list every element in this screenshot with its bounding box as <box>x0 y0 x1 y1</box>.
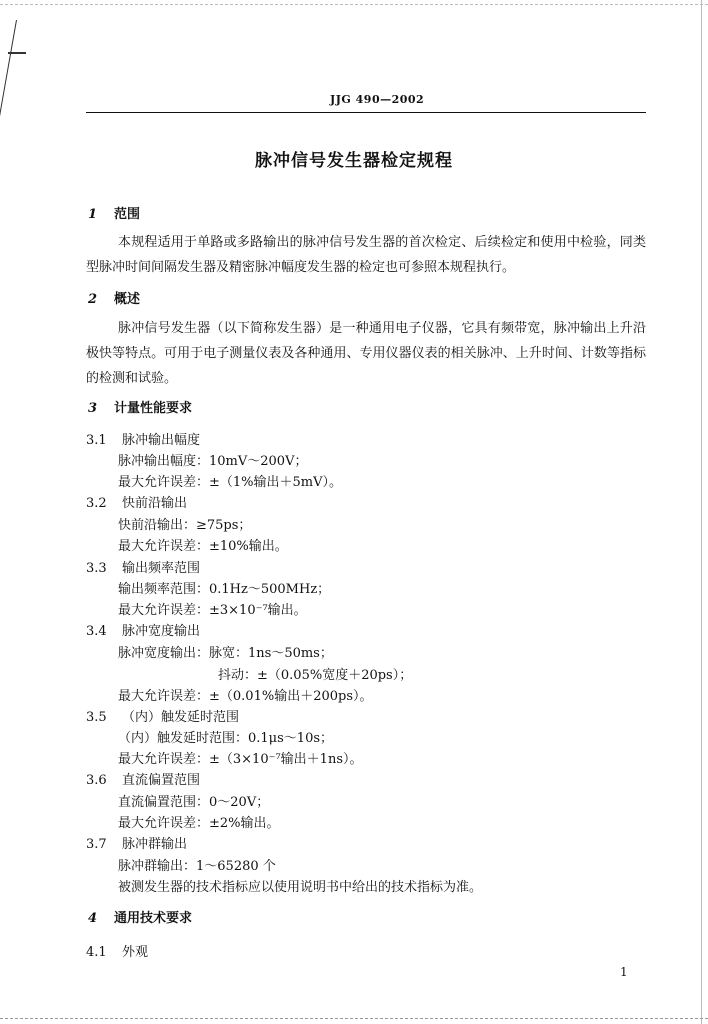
item-line: （内）触发延时范围：0.1μs～10s； <box>118 731 334 746</box>
item-number: 3.2 <box>86 496 107 511</box>
item-title: 外观 <box>122 945 149 960</box>
section-heading-2 <box>88 288 140 307</box>
section-title: 通用技术要求 <box>114 911 193 926</box>
item-number: 3.6 <box>86 773 107 788</box>
section-heading-1 <box>88 203 140 222</box>
section-heading-3 <box>88 397 192 416</box>
item-number: 4.1 <box>86 945 107 960</box>
item-number: 3.4 <box>86 624 107 639</box>
item-heading-3-2 <box>86 492 187 511</box>
item-number: 3.5 <box>86 710 107 725</box>
section-number: 2 <box>88 292 98 307</box>
section-title: 概述 <box>114 292 141 307</box>
item-title: 直流偏置范围 <box>122 773 201 788</box>
item-heading-3-6 <box>86 769 200 788</box>
item-line: 被测发生器的技术指标应以使用说明书中给出的技术指标为准。 <box>118 880 483 895</box>
scan-edge-bottom <box>0 1018 708 1020</box>
item-line: 最大允许误差：±（0.01%输出＋200ps）。 <box>118 689 373 704</box>
item-line: 脉冲群输出：1～65280 个 <box>118 859 276 874</box>
item-heading-4-1 <box>86 941 148 960</box>
document-title: 脉冲信号发生器检定规程 <box>255 151 453 171</box>
item-line: 最大允许误差：±（1%输出＋5mV）。 <box>118 475 343 490</box>
item-title: 输出频率范围 <box>122 561 201 576</box>
item-heading-3-5 <box>86 706 239 725</box>
section-1-paragraph: 本规程适用于单路或多路输出的脉冲信号发生器的首次检定、后续检定和使用中检验，同类型脉冲时间间隔发生器及精密脉冲幅度发生器的检定也可参照本规程执行。 <box>86 235 646 275</box>
item-line: 最大允许误差：±3×10⁻⁷输出。 <box>118 603 307 618</box>
section-number: 4 <box>88 911 98 926</box>
section-2-paragraph: 脉冲信号发生器（以下简称发生器）是一种通用电子仪器，它具有频带宽，脉冲输出上升沿极快等特点。可用于电子测量仪表及各种通用、专用仪器仪表的相关脉冲、上升时间、计数等指标的检测和试验。 <box>86 321 646 386</box>
section-number: 3 <box>88 401 98 416</box>
header-rule <box>86 112 646 113</box>
item-title: 脉冲群输出 <box>122 837 188 852</box>
item-line-continuation: 抖动：±（0.05%宽度＋20ps）； <box>218 668 413 683</box>
item-line: 最大允许误差：±2%输出。 <box>118 816 280 831</box>
item-line: 最大允许误差：±10%输出。 <box>118 539 288 554</box>
scan-edge-left <box>0 20 17 138</box>
scan-edge-top <box>0 4 708 6</box>
item-line: 快前沿输出：≥75ps； <box>118 518 252 533</box>
item-number: 3.1 <box>86 433 107 448</box>
page-number: 1 <box>620 965 628 979</box>
scan-mark <box>8 52 26 54</box>
item-title: 脉冲宽度输出 <box>122 624 201 639</box>
item-number: 3.7 <box>86 837 107 852</box>
item-heading-3-7 <box>86 833 187 852</box>
item-number: 3.3 <box>86 561 107 576</box>
item-heading-3-4 <box>86 620 200 639</box>
section-number: 1 <box>88 207 98 222</box>
item-line: 脉冲输出幅度：10mV～200V； <box>118 454 308 469</box>
item-title: 脉冲输出幅度 <box>122 433 201 448</box>
section-title: 计量性能要求 <box>114 401 193 416</box>
item-heading-3-1 <box>86 429 200 448</box>
item-line: 输出频率范围：0.1Hz～500MHz； <box>118 582 331 597</box>
section-title: 范围 <box>114 207 141 222</box>
item-title: 快前沿输出 <box>122 496 188 511</box>
item-line: 直流偏置范围：0～20V； <box>118 795 270 810</box>
standard-code: JJG 490—2002 <box>330 93 425 106</box>
section-heading-4 <box>88 907 192 926</box>
item-title: （内）触发延时范围 <box>122 710 240 725</box>
item-line: 脉冲宽度输出：脉宽：1ns～50ms； <box>118 646 333 661</box>
item-line: 最大允许误差：±（3×10⁻⁷输出＋1ns）。 <box>118 752 363 767</box>
item-heading-3-3 <box>86 557 200 576</box>
